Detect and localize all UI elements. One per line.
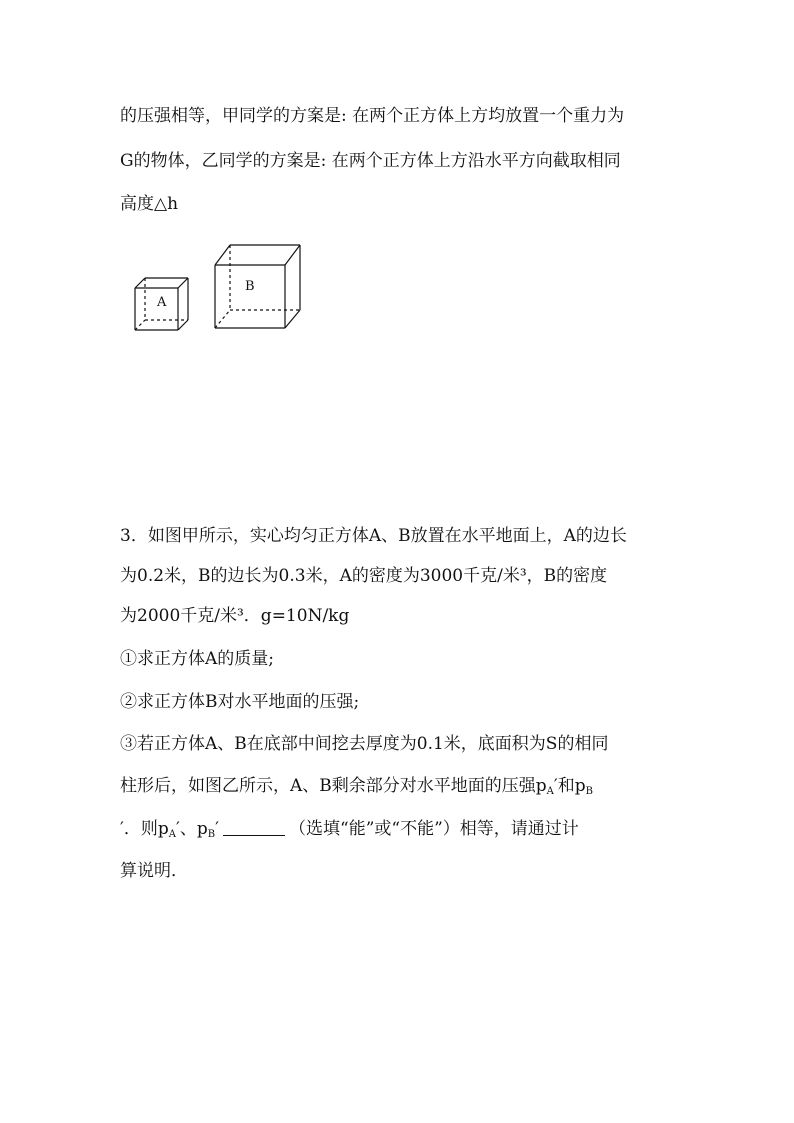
question-part-3: ③若正方体A、B在底部中间挖去厚度为0.1米，底面积为S的相同 [120,734,609,754]
pa-symbol: $p_A$ [535,776,554,797]
cube-a-label: A [157,295,167,310]
intro-line-1: 的压强相等，甲同学的方案是: 在两个正方体上方均放置一个重力为 [120,106,625,126]
cube-b-label: B [245,279,255,294]
cube-b [215,245,300,328]
question-part-1: ①求正方体A的质量; [120,649,275,669]
intro-line-3: 高度△h [120,194,179,214]
question-line-3: 为2000千克/米³．g=10N/kg [120,606,350,626]
intro-line-2: G的物体，乙同学的方案是: 在两个正方体上方沿水平方向截取相同 [120,151,621,171]
cubes-figure [130,240,330,340]
answer-blank[interactable] [223,819,285,836]
line7-text: 柱形后，如图乙所示，A、B剩余部分对水平地面的压强 [120,776,536,796]
question-line-8: ′．则$p_A'$、$p_B'$ （选填“能”或“不能”）相等，请通过计 [120,819,579,840]
question-line-2: 为0.2米，B的边长为0.3米，A的密度为3000千克/米³，B的密度 [120,566,608,586]
question-line-1: 3．如图甲所示，实心均匀正方体A、B放置在水平地面上，A的边长 [120,526,627,546]
question-part-2: ②求正方体B对水平地面的压强; [120,692,360,712]
pb-symbol: $p_B$ [574,776,594,797]
pa-prime-symbol: $p_A$ [157,819,176,840]
question-line-7: 柱形后，如图乙所示，A、B剩余部分对水平地面的压强$p_A'$和$p_B$ [120,776,594,797]
pb-prime-symbol: $p_B$ [196,819,216,840]
question-line-9: 算说明． [120,861,188,881]
